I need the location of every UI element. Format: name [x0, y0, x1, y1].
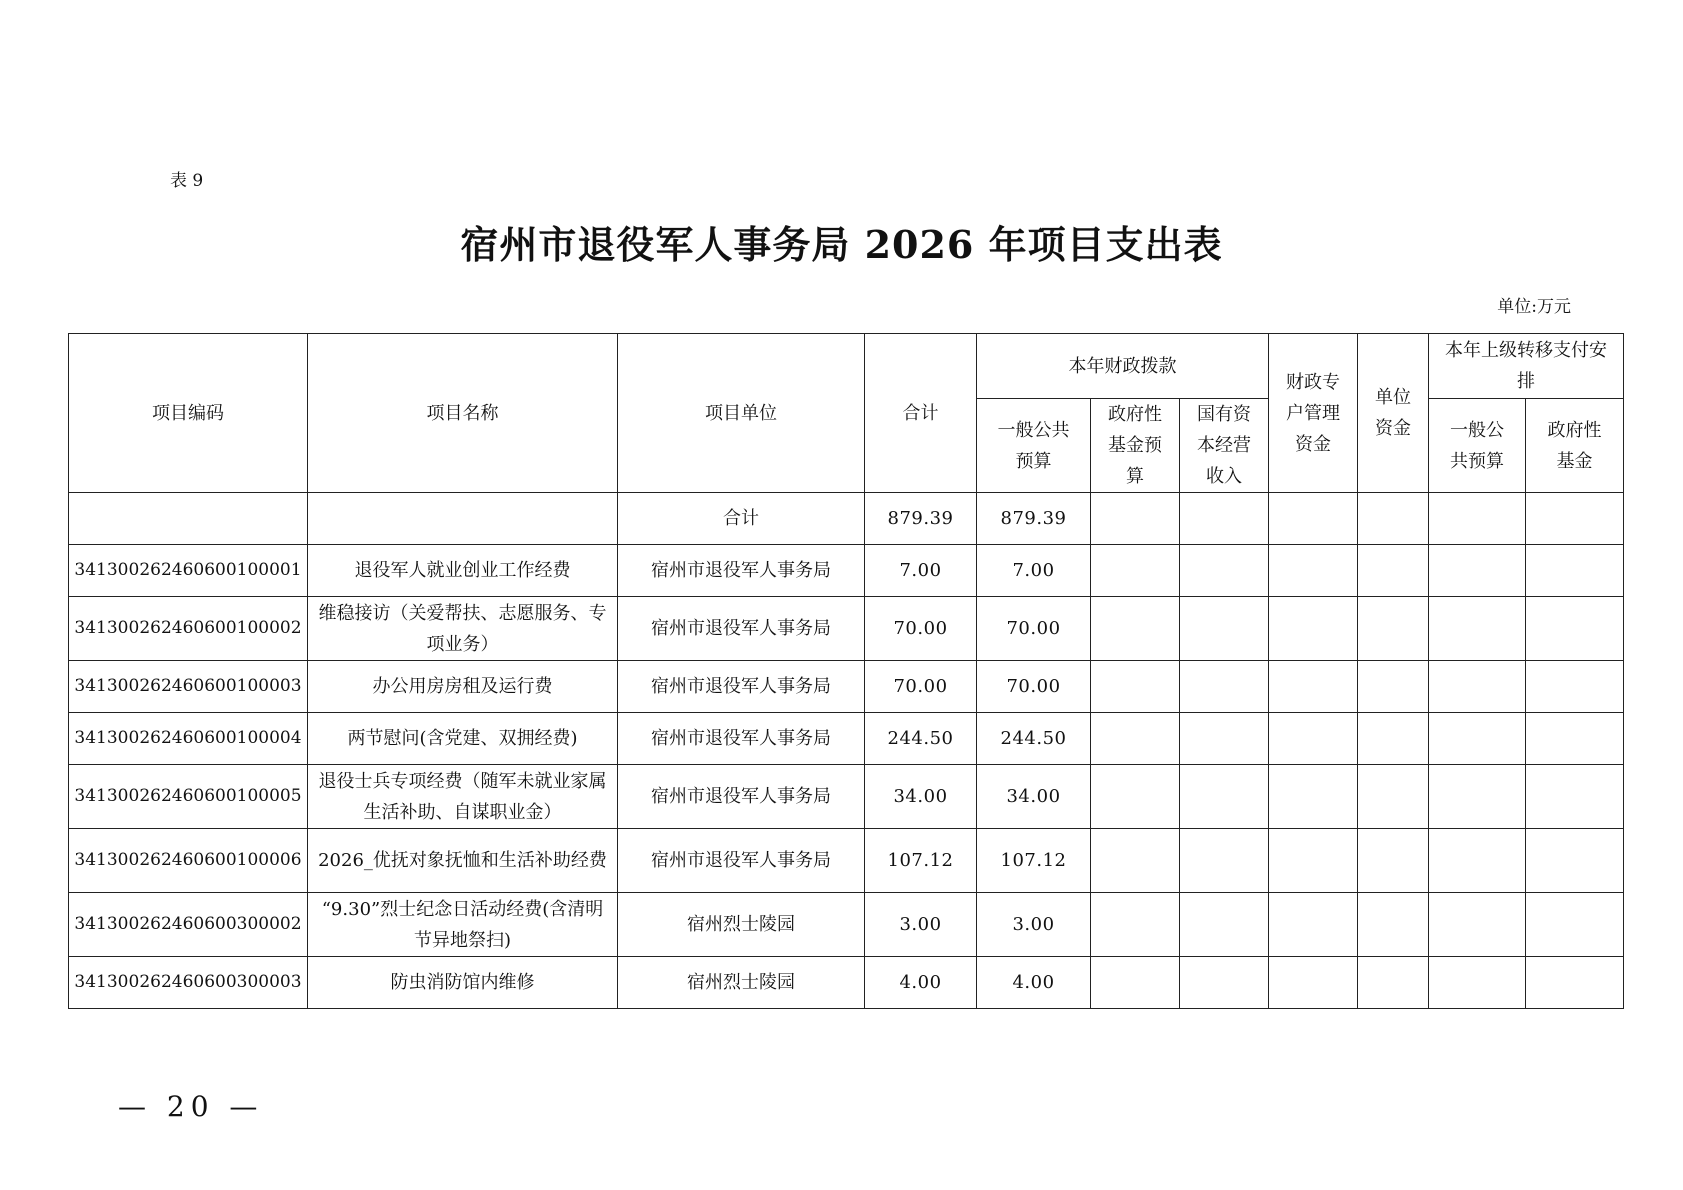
total-general: 879.39: [977, 493, 1091, 545]
row-total: 107.12: [865, 829, 977, 893]
row-general: 3.00: [977, 893, 1091, 957]
row-general: 7.00: [977, 545, 1091, 597]
header-total: 合计: [865, 334, 977, 493]
total-row: [69, 493, 1624, 545]
row-total: 70.00: [865, 597, 977, 661]
table-row: [69, 597, 1624, 661]
table-row: [69, 713, 1624, 765]
row-total: 3.00: [865, 893, 977, 957]
row-unit: 宿州市退役军人事务局: [618, 713, 865, 765]
header-row-1: [69, 334, 1624, 399]
header-transfer-gov-fund: 政府性基金: [1526, 399, 1624, 493]
header-name: 项目名称: [308, 334, 618, 493]
table-row: [69, 545, 1624, 597]
header-code: 项目编码: [69, 334, 308, 493]
row-code: 341300262460600100001: [69, 545, 308, 597]
row-total: 34.00: [865, 765, 977, 829]
table-row: [69, 765, 1624, 829]
header-fiscal-group: 本年财政拨款: [977, 334, 1269, 399]
row-name: 退役军人就业创业工作经费: [308, 545, 618, 597]
row-name: 防虫消防馆内维修: [308, 957, 618, 1009]
total-label: 合计: [618, 493, 865, 545]
row-name: 维稳接访（关爱帮扶、志愿服务、专项业务）: [308, 597, 618, 661]
table-row: [69, 829, 1624, 893]
table-row: [69, 957, 1624, 1009]
row-name: “9.30”烈士纪念日活动经费(含清明节异地祭扫): [308, 893, 618, 957]
row-unit: 宿州市退役军人事务局: [618, 545, 865, 597]
row-unit: 宿州烈士陵园: [618, 957, 865, 1009]
header-general-budget: 一般公共预算: [977, 399, 1091, 493]
page-number: — 20 —: [118, 1090, 264, 1123]
row-general: 70.00: [977, 661, 1091, 713]
row-unit: 宿州市退役军人事务局: [618, 661, 865, 713]
row-name: 2026_优抚对象抚恤和生活补助经费: [308, 829, 618, 893]
row-total: 4.00: [865, 957, 977, 1009]
row-code: 341300262460600300002: [69, 893, 308, 957]
row-total: 244.50: [865, 713, 977, 765]
row-code: 341300262460600100006: [69, 829, 308, 893]
row-code: 341300262460600100003: [69, 661, 308, 713]
row-general: 244.50: [977, 713, 1091, 765]
row-total: 70.00: [865, 661, 977, 713]
row-unit: 宿州市退役军人事务局: [618, 829, 865, 893]
header-unit-funds: 单位资金: [1358, 334, 1429, 493]
unit-label: 单位:万元: [1497, 297, 1571, 317]
row-name: 办公用房房租及运行费: [308, 661, 618, 713]
table-row: [69, 893, 1624, 957]
expenditure-table: [68, 333, 1624, 1009]
header-special-account: 财政专户管理资金: [1269, 334, 1358, 493]
row-general: 70.00: [977, 597, 1091, 661]
row-name: 两节慰问(含党建、双拥经费): [308, 713, 618, 765]
header-gov-fund: 政府性基金预算: [1091, 399, 1180, 493]
row-total: 7.00: [865, 545, 977, 597]
row-name: 退役士兵专项经费（随军未就业家属生活补助、自谋职业金）: [308, 765, 618, 829]
row-general: 4.00: [977, 957, 1091, 1009]
total-amount: 879.39: [865, 493, 977, 545]
row-general: 107.12: [977, 829, 1091, 893]
page-title: 宿州市退役军人事务局 2026 年项目支出表: [460, 222, 1223, 267]
row-code: 341300262460600100002: [69, 597, 308, 661]
table-label: 表 9: [170, 171, 204, 191]
header-unit: 项目单位: [618, 334, 865, 493]
header-transfer-group: 本年上级转移支付安排: [1429, 334, 1624, 399]
header-state-capital: 国有资本经营收入: [1180, 399, 1269, 493]
row-code: 341300262460600300003: [69, 957, 308, 1009]
row-code: 341300262460600100005: [69, 765, 308, 829]
table-row: [69, 661, 1624, 713]
header-transfer-general: 一般公共预算: [1429, 399, 1526, 493]
row-general: 34.00: [977, 765, 1091, 829]
row-unit: 宿州市退役军人事务局: [618, 597, 865, 661]
row-code: 341300262460600100004: [69, 713, 308, 765]
row-unit: 宿州烈士陵园: [618, 893, 865, 957]
row-unit: 宿州市退役军人事务局: [618, 765, 865, 829]
